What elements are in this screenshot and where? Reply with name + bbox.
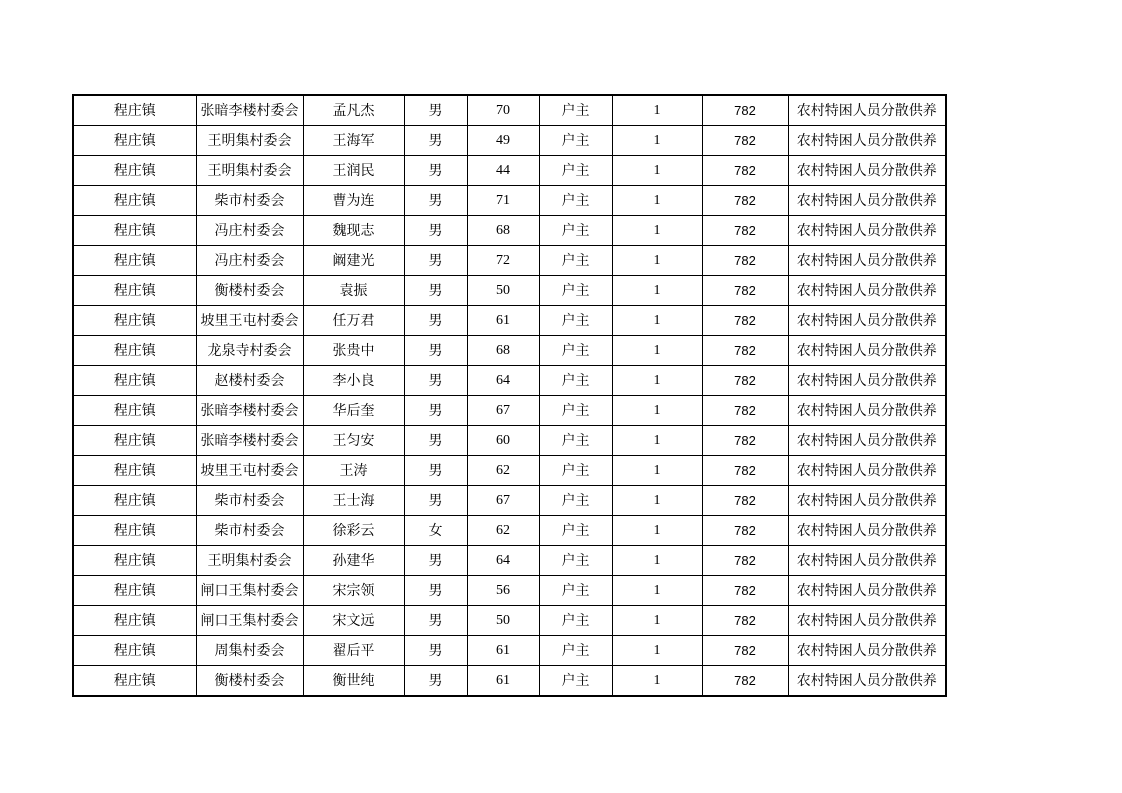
cell-name: 翟后平 [303,636,404,666]
cell-household-count: 1 [612,456,702,486]
cell-town: 程庄镇 [73,276,196,306]
cell-village: 坡里王屯村委会 [196,456,303,486]
table-row [73,396,946,426]
table-row [73,186,946,216]
cell-amount: 782 [702,666,788,697]
cell-category: 农村特困人员分散供养 [788,95,946,126]
cell-village: 张暗李楼村委会 [196,95,303,126]
cell-village: 闸口王集村委会 [196,606,303,636]
table-row [73,246,946,276]
table-row [73,456,946,486]
cell-category: 农村特困人员分散供养 [788,546,946,576]
cell-gender: 男 [404,606,467,636]
cell-town: 程庄镇 [73,606,196,636]
cell-name: 王润民 [303,156,404,186]
cell-household-count: 1 [612,666,702,697]
cell-amount: 782 [702,186,788,216]
cell-amount: 782 [702,95,788,126]
cell-category: 农村特困人员分散供养 [788,516,946,546]
table-row [73,216,946,246]
cell-name: 王士海 [303,486,404,516]
table-row [73,666,946,697]
cell-relation: 户主 [539,186,612,216]
cell-age: 60 [467,426,539,456]
cell-amount: 782 [702,486,788,516]
cell-village: 张暗李楼村委会 [196,426,303,456]
cell-category: 农村特困人员分散供养 [788,246,946,276]
cell-relation: 户主 [539,366,612,396]
cell-relation: 户主 [539,516,612,546]
cell-town: 程庄镇 [73,456,196,486]
cell-amount: 782 [702,156,788,186]
cell-amount: 782 [702,426,788,456]
cell-age: 71 [467,186,539,216]
cell-town: 程庄镇 [73,426,196,456]
cell-household-count: 1 [612,636,702,666]
cell-household-count: 1 [612,186,702,216]
table-row [73,276,946,306]
cell-relation: 户主 [539,546,612,576]
table-row [73,156,946,186]
cell-amount: 782 [702,246,788,276]
cell-relation: 户主 [539,336,612,366]
cell-town: 程庄镇 [73,636,196,666]
cell-relation: 户主 [539,246,612,276]
cell-age: 61 [467,636,539,666]
cell-age: 67 [467,396,539,426]
cell-age: 50 [467,606,539,636]
cell-village: 龙泉寺村委会 [196,336,303,366]
cell-household-count: 1 [612,546,702,576]
cell-amount: 782 [702,456,788,486]
cell-age: 64 [467,546,539,576]
table-row [73,486,946,516]
cell-name: 王海军 [303,126,404,156]
cell-town: 程庄镇 [73,126,196,156]
cell-gender: 男 [404,126,467,156]
cell-name: 魏现志 [303,216,404,246]
cell-age: 68 [467,216,539,246]
cell-household-count: 1 [612,336,702,366]
cell-gender: 男 [404,576,467,606]
cell-household-count: 1 [612,246,702,276]
cell-town: 程庄镇 [73,546,196,576]
cell-name: 袁振 [303,276,404,306]
cell-age: 64 [467,366,539,396]
cell-town: 程庄镇 [73,216,196,246]
cell-amount: 782 [702,276,788,306]
cell-name: 李小良 [303,366,404,396]
cell-household-count: 1 [612,306,702,336]
cell-amount: 782 [702,216,788,246]
cell-category: 农村特困人员分散供养 [788,606,946,636]
cell-town: 程庄镇 [73,486,196,516]
cell-age: 72 [467,246,539,276]
table-row [73,606,946,636]
cell-household-count: 1 [612,516,702,546]
cell-category: 农村特困人员分散供养 [788,636,946,666]
cell-household-count: 1 [612,396,702,426]
cell-age: 56 [467,576,539,606]
cell-amount: 782 [702,516,788,546]
cell-relation: 户主 [539,216,612,246]
cell-name: 王匀安 [303,426,404,456]
cell-gender: 男 [404,246,467,276]
cell-category: 农村特困人员分散供养 [788,336,946,366]
cell-relation: 户主 [539,396,612,426]
cell-category: 农村特困人员分散供养 [788,186,946,216]
cell-name: 曹为连 [303,186,404,216]
cell-village: 衡楼村委会 [196,666,303,697]
cell-name: 宋文远 [303,606,404,636]
cell-relation: 户主 [539,276,612,306]
cell-gender: 男 [404,396,467,426]
cell-relation: 户主 [539,126,612,156]
beneficiary-table [72,94,947,697]
cell-age: 67 [467,486,539,516]
cell-household-count: 1 [612,426,702,456]
cell-town: 程庄镇 [73,246,196,276]
table-row [73,636,946,666]
cell-gender: 男 [404,186,467,216]
cell-relation: 户主 [539,306,612,336]
cell-village: 冯庄村委会 [196,216,303,246]
cell-name: 任万君 [303,306,404,336]
cell-village: 柴市村委会 [196,186,303,216]
cell-gender: 男 [404,486,467,516]
cell-category: 农村特困人员分散供养 [788,396,946,426]
cell-name: 衡世纯 [303,666,404,697]
cell-category: 农村特困人员分散供养 [788,126,946,156]
cell-village: 周集村委会 [196,636,303,666]
cell-gender: 男 [404,546,467,576]
cell-relation: 户主 [539,156,612,186]
cell-relation: 户主 [539,426,612,456]
cell-village: 衡楼村委会 [196,276,303,306]
cell-town: 程庄镇 [73,666,196,697]
cell-gender: 男 [404,276,467,306]
cell-household-count: 1 [612,126,702,156]
cell-relation: 户主 [539,666,612,697]
cell-gender: 男 [404,336,467,366]
cell-gender: 男 [404,95,467,126]
table-body [73,95,946,696]
cell-category: 农村特困人员分散供养 [788,276,946,306]
cell-town: 程庄镇 [73,186,196,216]
table-row [73,546,946,576]
cell-category: 农村特困人员分散供养 [788,456,946,486]
cell-amount: 782 [702,336,788,366]
cell-village: 王明集村委会 [196,126,303,156]
cell-name: 阚建光 [303,246,404,276]
cell-relation: 户主 [539,456,612,486]
cell-household-count: 1 [612,216,702,246]
cell-relation: 户主 [539,486,612,516]
cell-town: 程庄镇 [73,396,196,426]
cell-age: 62 [467,516,539,546]
cell-gender: 男 [404,156,467,186]
cell-household-count: 1 [612,366,702,396]
cell-name: 徐彩云 [303,516,404,546]
cell-household-count: 1 [612,576,702,606]
cell-amount: 782 [702,366,788,396]
cell-amount: 782 [702,546,788,576]
cell-age: 68 [467,336,539,366]
cell-name: 孟凡杰 [303,95,404,126]
cell-amount: 782 [702,606,788,636]
cell-gender: 男 [404,366,467,396]
cell-category: 农村特困人员分散供养 [788,156,946,186]
cell-amount: 782 [702,306,788,336]
cell-gender: 男 [404,216,467,246]
cell-amount: 782 [702,576,788,606]
cell-village: 柴市村委会 [196,516,303,546]
cell-relation: 户主 [539,606,612,636]
cell-household-count: 1 [612,276,702,306]
cell-household-count: 1 [612,95,702,126]
cell-town: 程庄镇 [73,336,196,366]
cell-age: 50 [467,276,539,306]
cell-name: 宋宗领 [303,576,404,606]
cell-age: 70 [467,95,539,126]
cell-town: 程庄镇 [73,576,196,606]
cell-name: 华后奎 [303,396,404,426]
table-row [73,366,946,396]
cell-amount: 782 [702,126,788,156]
cell-category: 农村特困人员分散供养 [788,216,946,246]
cell-town: 程庄镇 [73,516,196,546]
cell-age: 61 [467,666,539,697]
cell-gender: 男 [404,636,467,666]
cell-household-count: 1 [612,486,702,516]
table-row [73,336,946,366]
cell-relation: 户主 [539,576,612,606]
cell-gender: 男 [404,456,467,486]
table-row [73,126,946,156]
cell-village: 闸口王集村委会 [196,576,303,606]
table-row [73,516,946,546]
cell-gender: 男 [404,666,467,697]
cell-gender: 男 [404,306,467,336]
cell-town: 程庄镇 [73,156,196,186]
cell-name: 王涛 [303,456,404,486]
cell-name: 孙建华 [303,546,404,576]
cell-household-count: 1 [612,606,702,636]
cell-category: 农村特困人员分散供养 [788,366,946,396]
cell-amount: 782 [702,396,788,426]
cell-household-count: 1 [612,156,702,186]
cell-age: 62 [467,456,539,486]
cell-age: 44 [467,156,539,186]
cell-village: 冯庄村委会 [196,246,303,276]
cell-village: 柴市村委会 [196,486,303,516]
cell-town: 程庄镇 [73,306,196,336]
cell-category: 农村特困人员分散供养 [788,576,946,606]
cell-village: 王明集村委会 [196,546,303,576]
cell-age: 61 [467,306,539,336]
cell-relation: 户主 [539,95,612,126]
table-row [73,306,946,336]
cell-name: 张贵中 [303,336,404,366]
cell-category: 农村特困人员分散供养 [788,666,946,697]
cell-relation: 户主 [539,636,612,666]
cell-category: 农村特困人员分散供养 [788,486,946,516]
cell-town: 程庄镇 [73,366,196,396]
cell-town: 程庄镇 [73,95,196,126]
cell-village: 王明集村委会 [196,156,303,186]
table-row [73,426,946,456]
cell-gender: 女 [404,516,467,546]
cell-category: 农村特困人员分散供养 [788,426,946,456]
cell-village: 坡里王屯村委会 [196,306,303,336]
cell-gender: 男 [404,426,467,456]
cell-village: 张暗李楼村委会 [196,396,303,426]
table-row [73,95,946,126]
table-row [73,576,946,606]
cell-village: 赵楼村委会 [196,366,303,396]
cell-amount: 782 [702,636,788,666]
cell-age: 49 [467,126,539,156]
cell-category: 农村特困人员分散供养 [788,306,946,336]
